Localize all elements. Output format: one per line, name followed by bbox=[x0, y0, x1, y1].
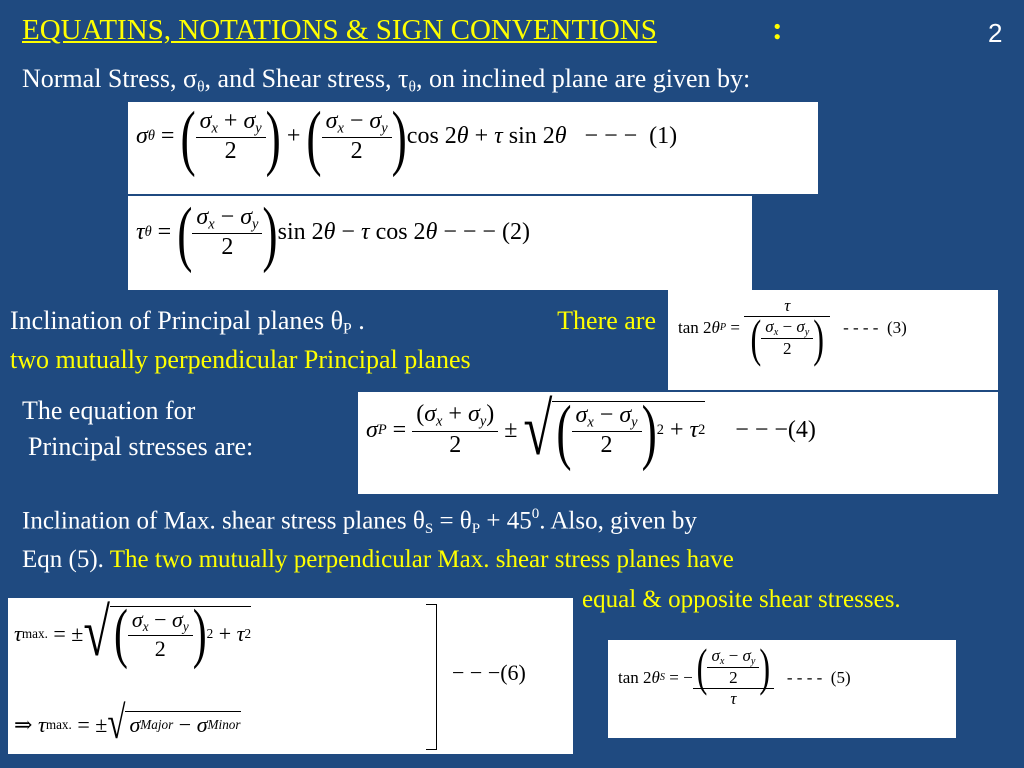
equation-4-tag: (4) bbox=[787, 416, 816, 443]
equation-2-tag: (2) bbox=[501, 219, 530, 246]
principal-stresses-line-2: Principal stresses are: bbox=[28, 432, 254, 461]
equation-1-box bbox=[128, 95, 818, 194]
equation-2: τ θ = ( $\frac{\sigma_x - \sigma_y}{2}$ ) sin 2 θ − τ cos 2 θ − − − (2) bbox=[136, 191, 530, 274]
equation-6-bracket bbox=[426, 604, 437, 750]
equation-1-tag: (1) bbox=[649, 123, 678, 150]
equation-6-box bbox=[8, 598, 573, 754]
equation-5-tag: (5) bbox=[830, 667, 851, 687]
equation-3-tag: (3) bbox=[886, 317, 907, 337]
equation-6b: ⇒ τ max. = ± √ σ Major − σ Minor bbox=[14, 698, 241, 749]
slide-title: EQUATINS, NOTATIONS & SIGN CONVENTIONS bbox=[22, 14, 657, 46]
equation-6a: τ max. = ± √ ( $\frac{\sigma_x - \sigma_y}{2}$ ) 2 + τ 2 bbox=[14, 596, 252, 672]
intro-text-2: , and Shear stress, τ bbox=[204, 64, 409, 93]
equation-5: tan 2 θ S = − ( $\frac{\sigma_x - \sigma_y}{2}$ ) τ - - - - (5) bbox=[618, 637, 851, 709]
equation-5-box bbox=[608, 637, 956, 738]
intro-sub-2: θ bbox=[408, 78, 416, 96]
equation-3-box bbox=[668, 290, 998, 390]
intro-text-3: , on inclined plane are given by: bbox=[416, 64, 751, 93]
equation-1: σ θ = ( $\frac{\sigma_x + \sigma_y}{2}$ ) + ( $\frac{\sigma_x - \sigma_y}{2}$ ) cos 2 θ + τ sin 2 θ − − − (1) bbox=[136, 95, 678, 178]
title-colon: : bbox=[772, 10, 783, 46]
principal-stresses-line-1: The equation for bbox=[22, 396, 196, 425]
intro-sub-1: θ bbox=[197, 78, 205, 96]
principal-stresses-text bbox=[22, 396, 253, 462]
slide-number: 2 bbox=[988, 18, 1003, 48]
equation-4-box bbox=[358, 389, 998, 494]
intro-text-1: Normal Stress, σ bbox=[22, 64, 198, 93]
principal-planes-highlight-1: There are bbox=[557, 306, 656, 335]
max-shear-line-2: Eqn (5). The two mutually perpendicular Max. shear stress planes have bbox=[22, 546, 734, 573]
equation-2-box bbox=[128, 191, 752, 290]
equation-3: tan 2 θ P = τ ( $\frac{\sigma_x - \sigma_y}{2}$ ) - - - - (3) bbox=[678, 296, 907, 367]
equation-4: σ P = $\frac{(\sigma_x + \sigma_y)}{2}$ ± √ ( $\frac{\sigma_x - \sigma_y}{2}$ ) 2 + τ 2 − − − (4) bbox=[366, 389, 816, 472]
intro-line bbox=[22, 64, 750, 97]
principal-planes-highlight-2: two mutually perpendicular Principal planes bbox=[10, 344, 471, 374]
max-shear-line-3: equal & opposite shear stresses. bbox=[582, 586, 901, 613]
principal-planes-label: Inclination of Principal planes θ bbox=[10, 306, 344, 335]
principal-planes-text: Inclination of Principal planes $\theta_P$ . There are two mutually perpendicular Principal planes bbox=[10, 306, 656, 374]
equation-6-tag: (6) bbox=[500, 660, 526, 685]
max-shear-line-1: Inclination of Max. shear stress planes $\theta_S = \theta_P + 45^0$. Also, given by bbox=[22, 506, 697, 537]
equation-6-tag-group: − − − (6) bbox=[452, 660, 526, 685]
